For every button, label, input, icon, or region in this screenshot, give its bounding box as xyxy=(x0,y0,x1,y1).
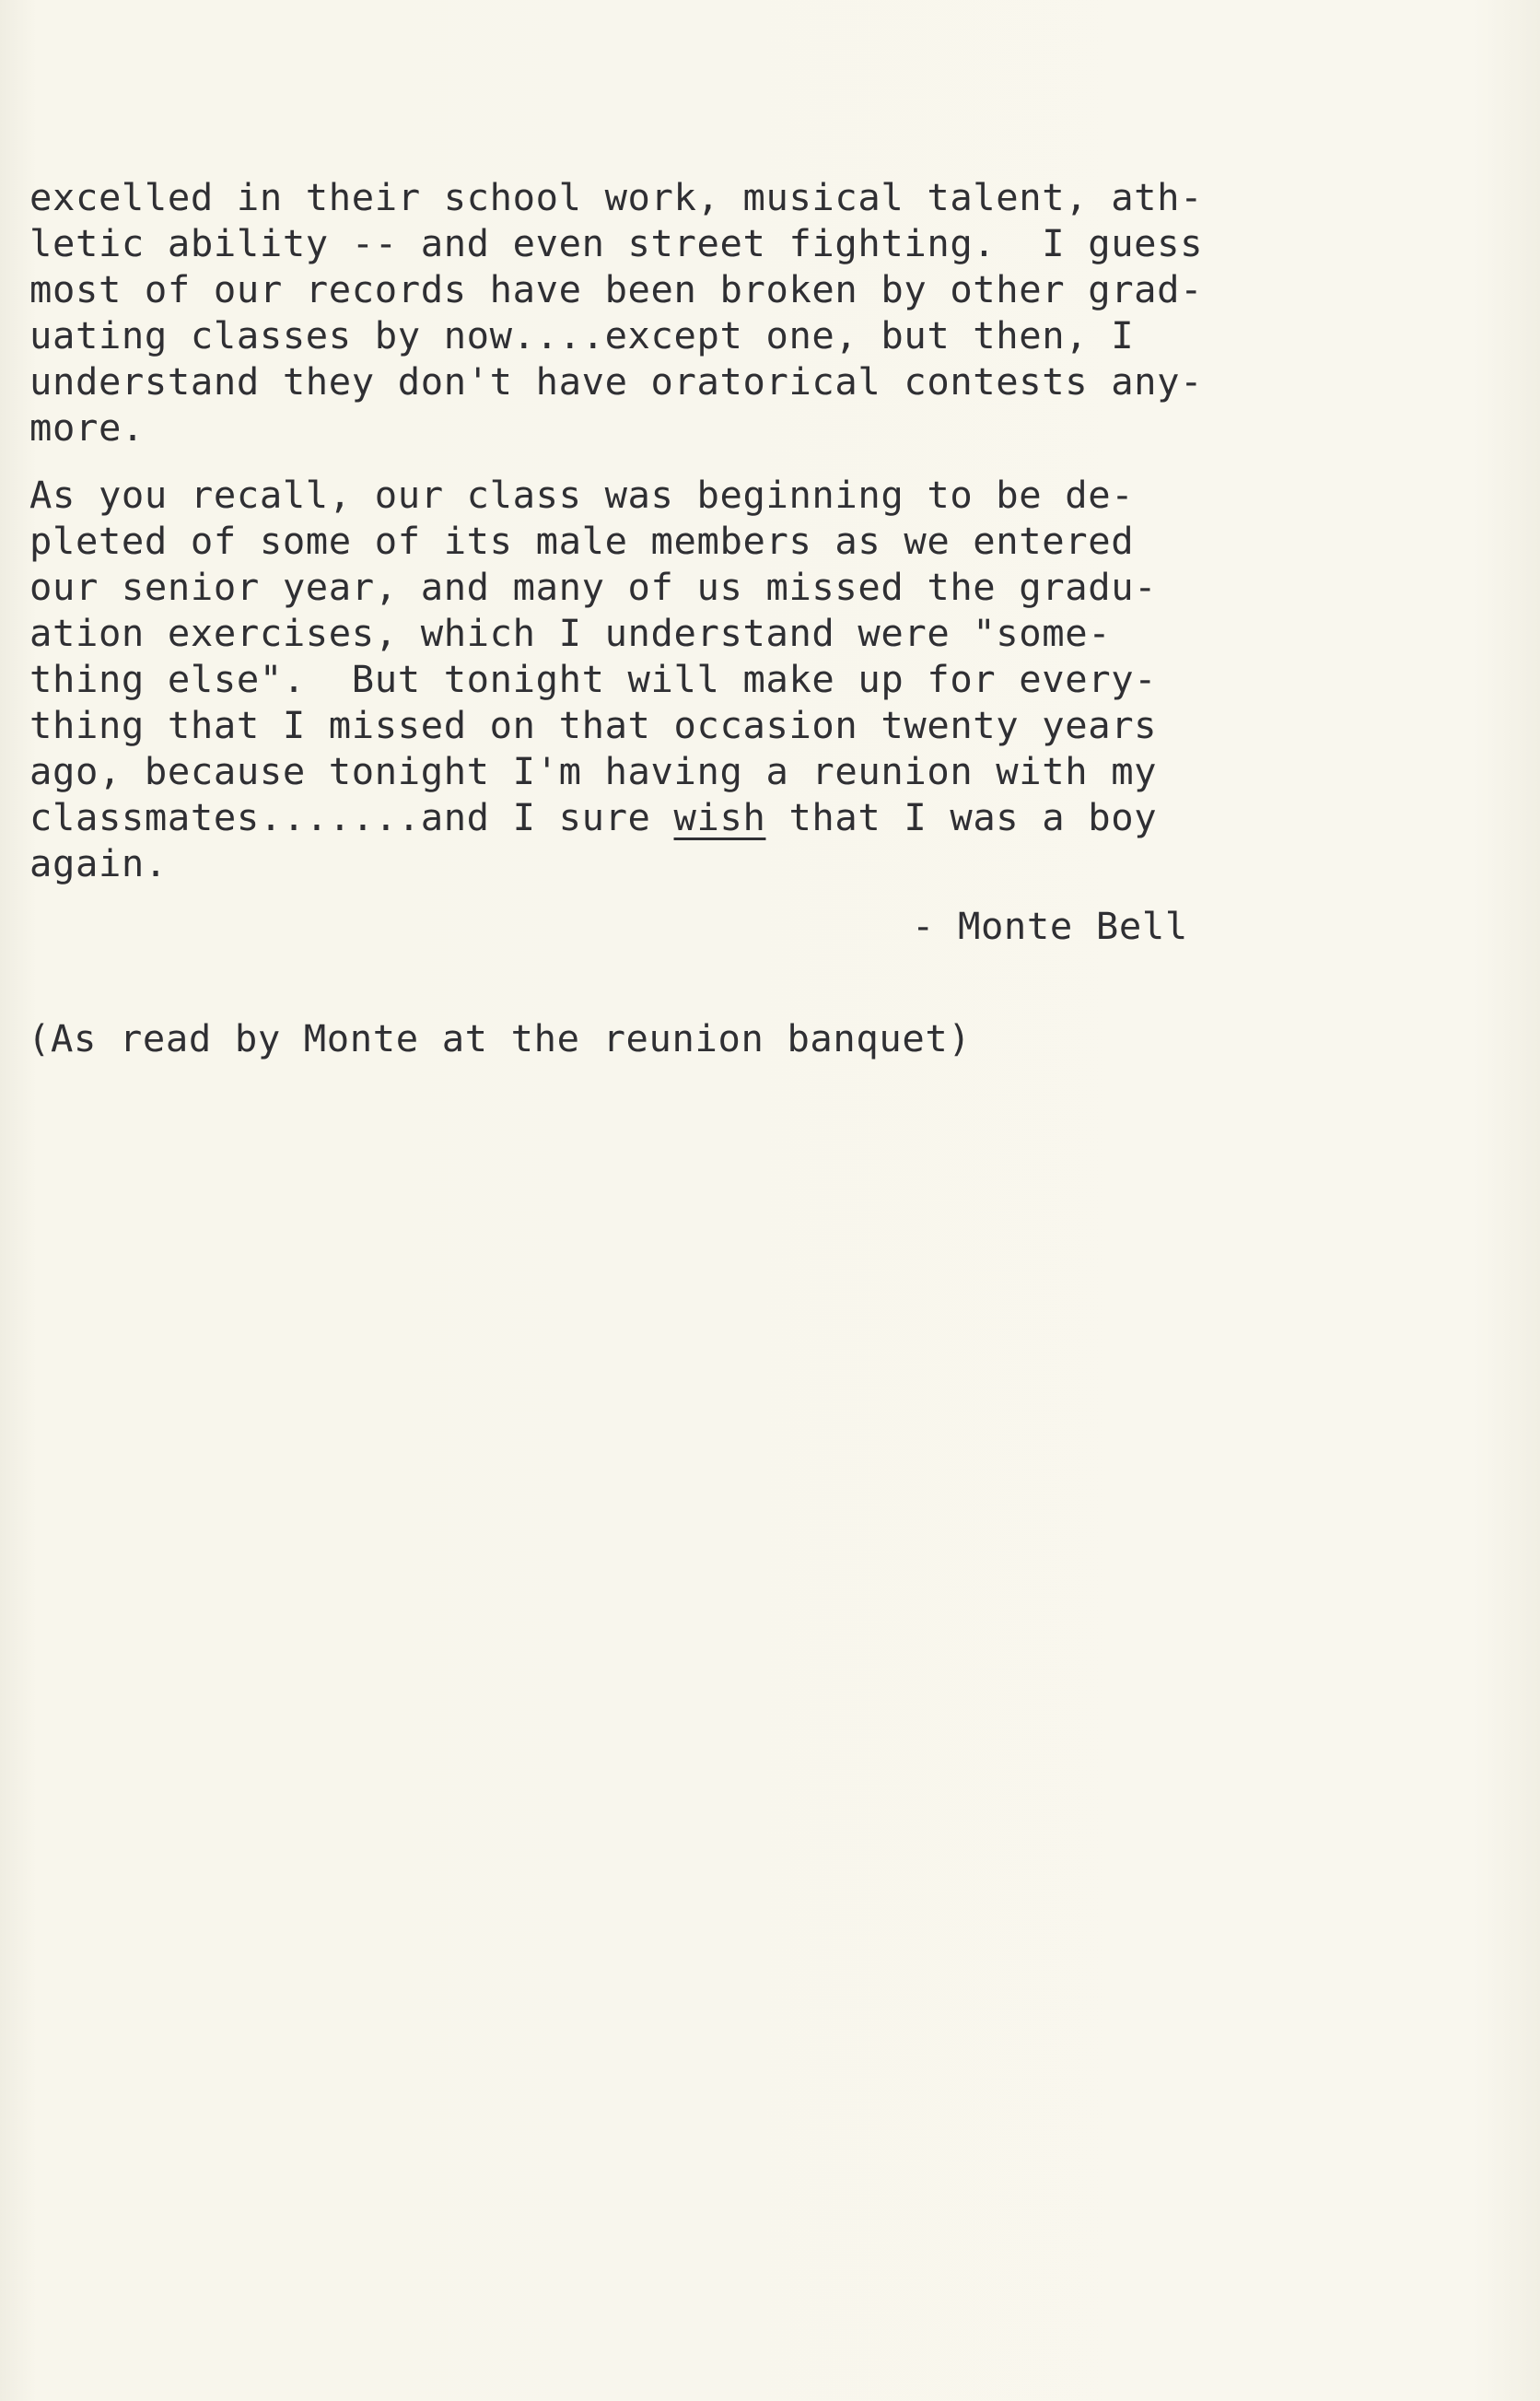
text-line: letic ability -- and even street fighting. I guess xyxy=(29,221,1204,265)
signature: - Monte Bell xyxy=(912,904,1188,948)
text-segment: that I was a boy xyxy=(765,795,1158,839)
underlined-word: wish xyxy=(673,795,766,839)
text-line: thing else". But tonight will make up for every- xyxy=(29,657,1158,701)
text-line: more. xyxy=(29,405,145,450)
text-line: uating classes by now....except one, but then, I xyxy=(29,313,1135,357)
paragraph-2 xyxy=(29,472,1503,886)
text-line: understand they don't have oratorical contests any- xyxy=(29,359,1204,404)
text-line: ation exercises, which I understand were "some- xyxy=(29,611,1112,655)
text-line: our senior year, and many of us missed the gradu- xyxy=(29,565,1158,609)
text-line: most of our records have been broken by other grad- xyxy=(29,267,1204,311)
text-line xyxy=(29,794,1503,840)
reading-note: (As read by Monte at the reunion banquet) xyxy=(28,1016,972,1060)
text-line: thing that I missed on that occasion twenty years xyxy=(29,703,1158,747)
text-segment: classmates.......and I sure xyxy=(29,795,674,839)
text-line: again. xyxy=(29,841,168,885)
text-line: excelled in their school work, musical talent, ath- xyxy=(29,175,1204,219)
text-line: pleted of some of its male members as we entered xyxy=(29,519,1135,563)
text-line: ago, because tonight I'm having a reunion with my xyxy=(29,749,1158,793)
paragraph-1 xyxy=(29,174,1503,451)
text-line: As you recall, our class was beginning to be de- xyxy=(29,473,1135,517)
